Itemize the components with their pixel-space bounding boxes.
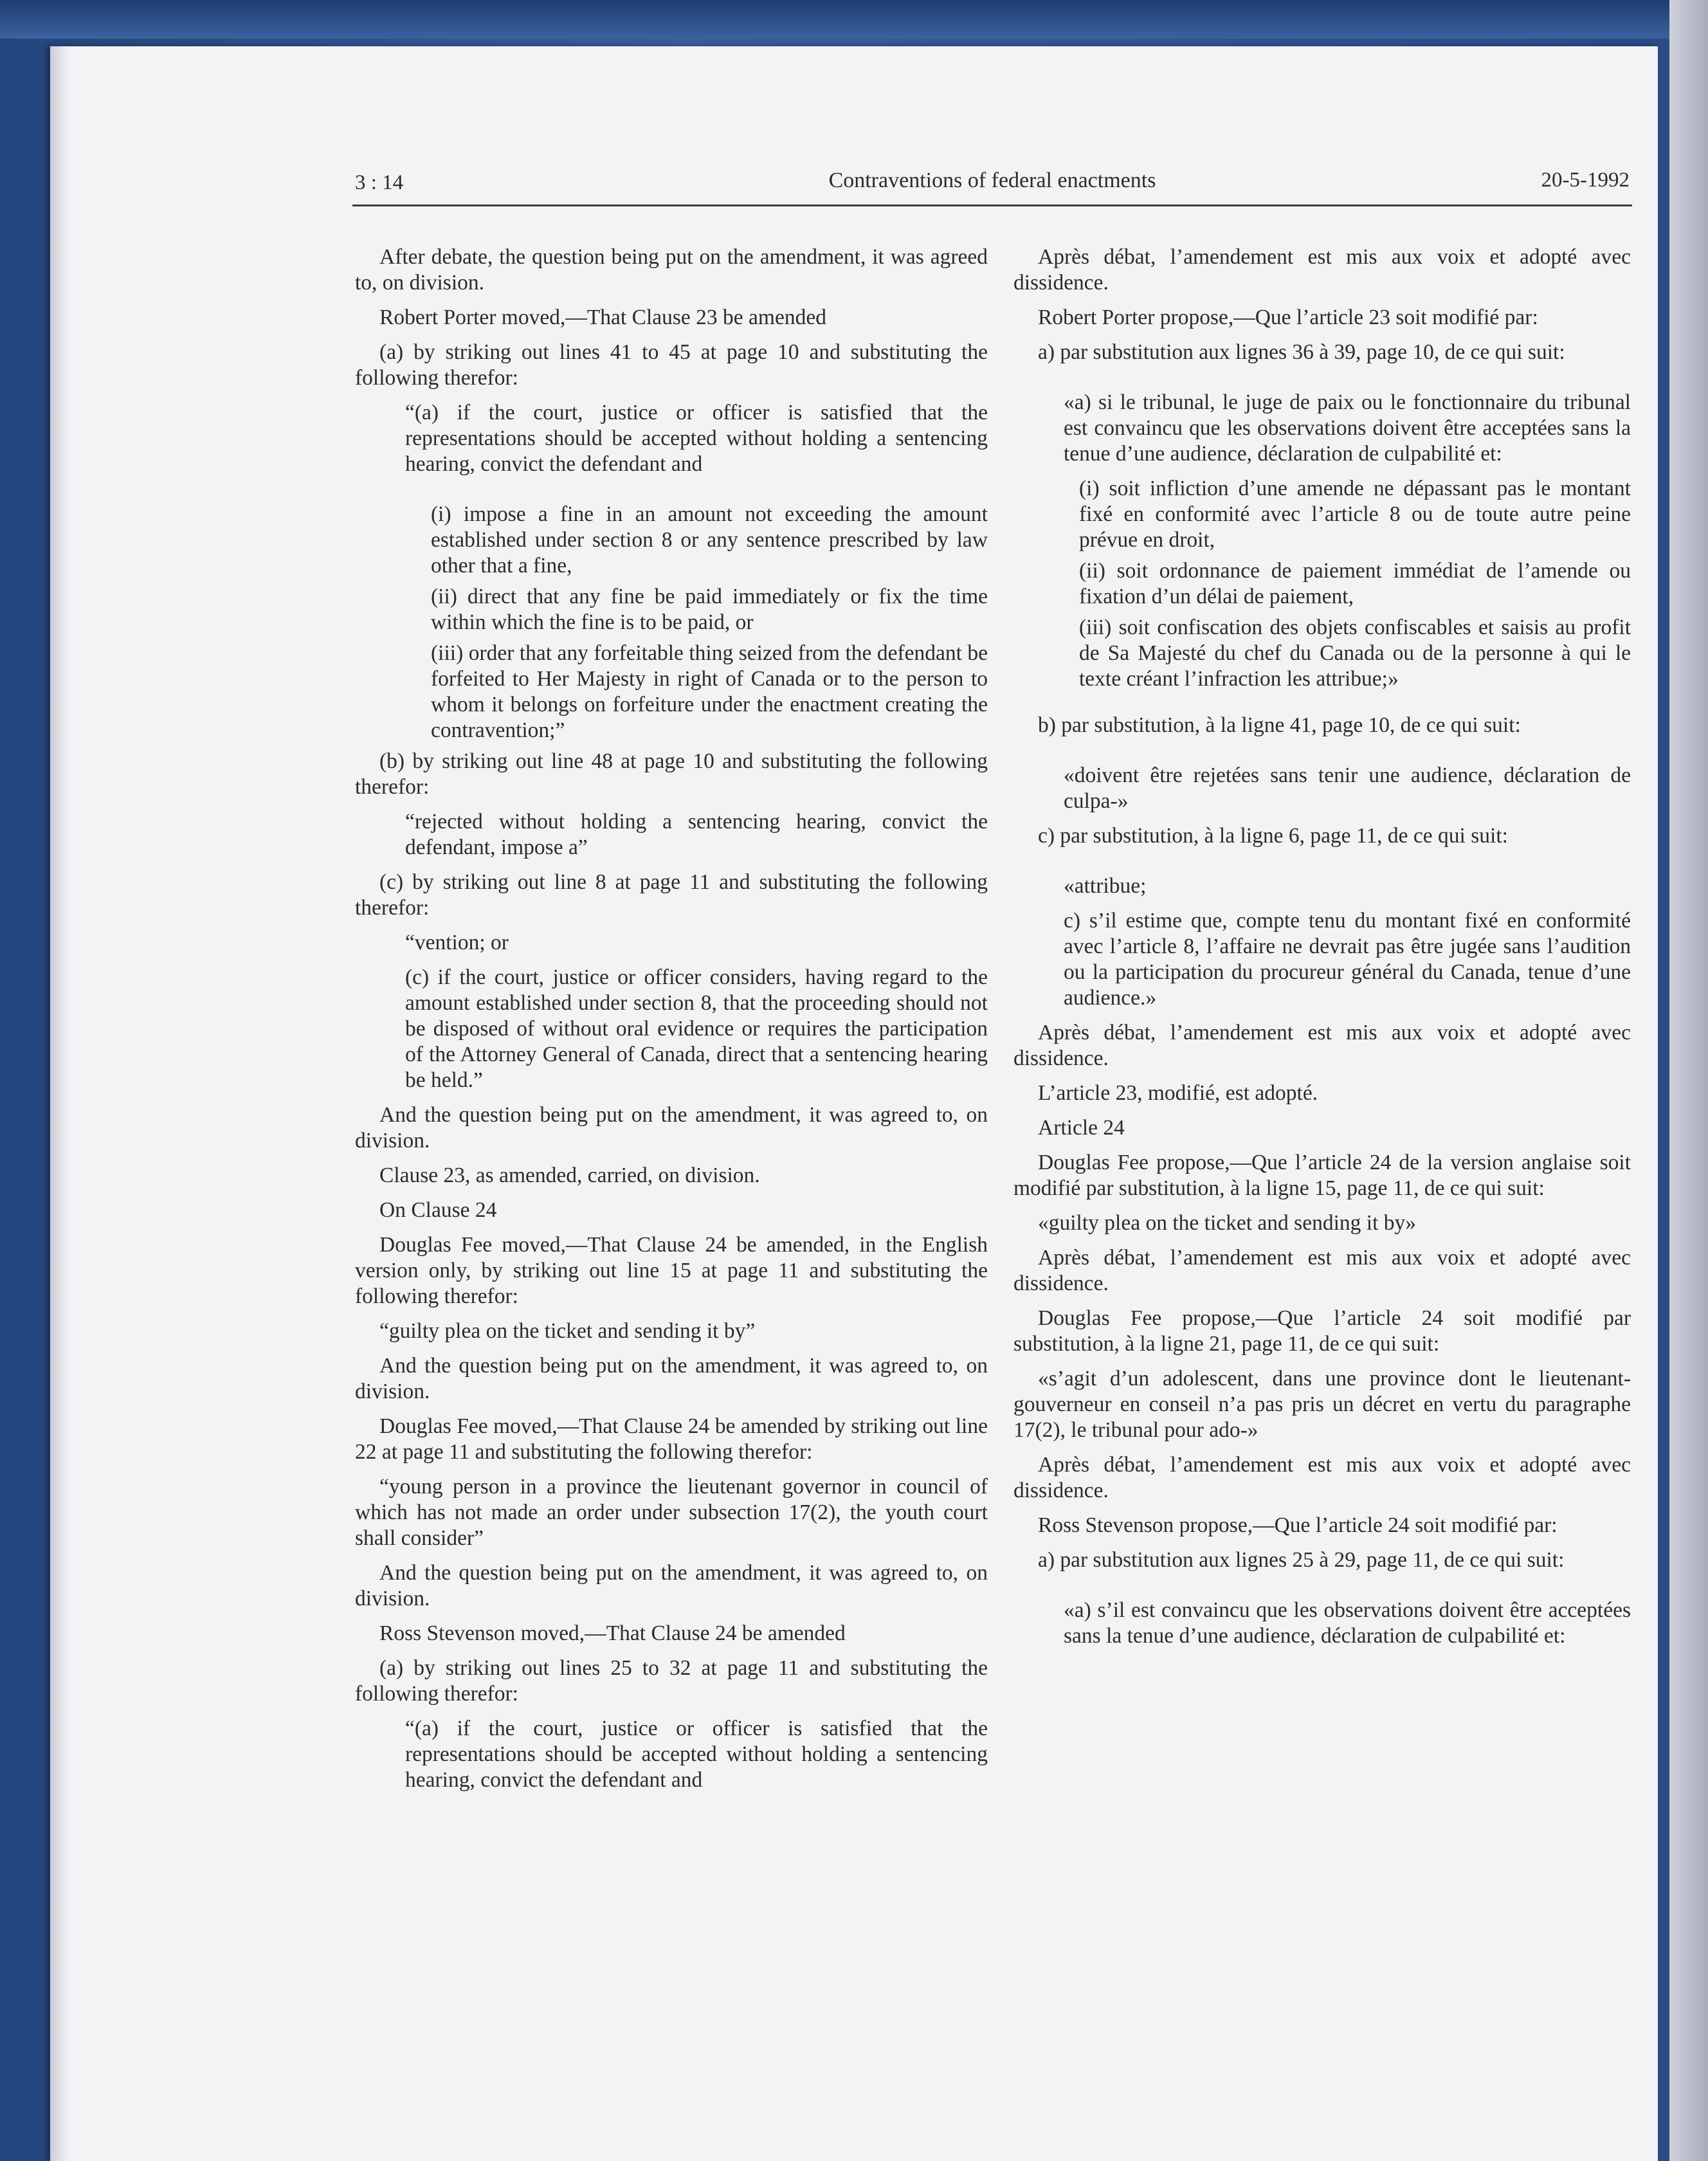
sub-item: (ii) soit ordonnance de paiement immédiat de l’amende ou fixation d’un délai de paiement,: [1079, 559, 1631, 608]
quoted-amendment: «doivent être rejetées sans tenir une audience, déclaration de culpa-»: [1064, 763, 1631, 813]
quoted-amendment: “vention; or: [405, 931, 509, 954]
page-stack-edge: [1669, 0, 1708, 2161]
paragraph: And the question being put on the amendment, it was agreed to, on division.: [355, 1354, 988, 1403]
paragraph: And the question being put on the amendment, it was agreed to, on division.: [355, 1103, 988, 1153]
paragraph: L’article 23, modifié, est adopté.: [1038, 1081, 1318, 1105]
sub-item: (ii) direct that any fine be paid immediately or fix the time within which the fine is to be paid, or: [431, 585, 988, 634]
running-title: Contraventions of federal enactments: [828, 169, 1156, 192]
paragraph: Article 24: [1038, 1116, 1125, 1140]
quoted-amendment: “rejected without holding a sentencing hearing, convict the defendant, impose a”: [405, 810, 988, 859]
paragraph: a) par substitution aux lignes 25 à 29, page 11, de ce qui suit:: [1038, 1548, 1565, 1572]
sub-item: (i) impose a fine in an amount not exceeding the amount established under section 8 or any sentence prescribed by law other that a fine,: [431, 502, 988, 578]
paragraph: Douglas Fee propose,—Que l’article 24 soit modifié par substitution, à la ligne 21, page 11, de ce qui suit:: [1013, 1306, 1631, 1356]
sub-item: (iii) soit confiscation des objets confiscables et saisis au profit de Sa Majesté du chef du Canada ou de la personne à qui le texte créant l’infraction les attribue;»: [1079, 615, 1631, 691]
paragraph: (b) by striking out line 48 at page 10 and substituting the following therefor:: [355, 749, 988, 799]
page-number: 3 : 14: [355, 171, 404, 194]
header-date: 20-5-1992: [1541, 169, 1630, 192]
paragraph: And the question being put on the amendment, it was agreed to, on division.: [355, 1561, 988, 1610]
paragraph: Après débat, l’amendement est mis aux voix et adopté avec dissidence.: [1013, 1453, 1631, 1502]
quoted-amendment: «guilty plea on the ticket and sending it by»: [1038, 1211, 1417, 1235]
paragraph: (a) by striking out lines 41 to 45 at page 10 and substituting the following therefor:: [355, 340, 988, 390]
paragraph: Clause 23, as amended, carried, on division.: [379, 1163, 760, 1187]
paragraph: Robert Porter moved,—That Clause 23 be amended: [379, 305, 826, 329]
paragraph: Après débat, l’amendement est mis aux voix et adopté avec dissidence.: [1013, 1246, 1631, 1295]
quoted-amendment: c) s’il estime que, compte tenu du montant fixé en conformité avec l’article 8, l’affaire ne devrait pas être jugée sans l’audition ou la participation du procureur général du Canada, tenue d’une audience.»: [1064, 909, 1631, 1010]
paragraph: Ross Stevenson moved,—That Clause 24 be amended: [379, 1621, 846, 1645]
quoted-amendment: “guilty plea on the ticket and sending it by”: [379, 1319, 756, 1343]
paragraph: Douglas Fee moved,—That Clause 24 be amended by striking out line 22 at page 11 and substituting the following therefor:: [355, 1414, 988, 1464]
english-column: [355, 244, 988, 1802]
paragraph: Après débat, l’amendement est mis aux voix et adopté avec dissidence.: [1013, 245, 1631, 295]
page-header: [352, 166, 1632, 206]
quoted-amendment: «attribue;: [1064, 874, 1147, 898]
paragraph: Après débat, l’amendement est mis aux voix et adopté avec dissidence.: [1013, 1021, 1631, 1070]
page-gutter-shadow: [50, 46, 69, 2161]
quoted-amendment: “(a) if the court, justice or officer is satisfied that the representations should be accepted without holding a sentencing hearing, convict the defendant and: [405, 401, 988, 476]
paragraph: Douglas Fee moved,—That Clause 24 be amended, in the English version only, by striking out line 15 at page 11 and substituting the following therefor:: [355, 1233, 988, 1308]
paragraph: After debate, the question being put on the amendment, it was agreed to, on division.: [355, 245, 988, 295]
paragraph: a) par substitution aux lignes 36 à 39, page 10, de ce qui suit:: [1038, 340, 1565, 364]
paragraph: b) par substitution, à la ligne 41, page 10, de ce qui suit:: [1038, 713, 1521, 737]
quoted-amendment: “young person in a province the lieutenant governor in council of which has not made an order under subsection 17(2), the youth court shall consider”: [355, 1475, 988, 1550]
paragraph: c) par substitution, à la ligne 6, page 11, de ce qui suit:: [1038, 824, 1508, 848]
paragraph: Robert Porter propose,—Que l’article 23 soit modifié par:: [1038, 305, 1538, 329]
quoted-amendment: (c) if the court, justice or officer considers, having regard to the amount established under section 8, that the proceeding should not be disposed of without oral evidence or requires the participation of the Attorney General of Canada, direct that a sentencing hearing be held.”: [405, 965, 988, 1092]
quoted-amendment: “(a) if the court, justice or officer is satisfied that the representations should be accepted without holding a sentencing hearing, convict the defendant and: [405, 1717, 988, 1792]
quoted-amendment: «a) si le tribunal, le juge de paix ou le fonctionnaire du tribunal est convaincu que les observations doivent être acceptées sans la tenue d’une audience, déclaration de culpabilité et:: [1064, 390, 1631, 466]
paragraph: On Clause 24: [379, 1198, 497, 1222]
binding-top-edge: [0, 0, 1708, 39]
sub-item: (i) soit infliction d’une amende ne dépassant pas le montant fixé en conformité avec l’article 8 ou de toute autre peine prévue en droit,: [1079, 477, 1631, 552]
paragraph: (a) by striking out lines 25 to 32 at page 11 and substituting the following therefor:: [355, 1656, 988, 1706]
paragraph: Ross Stevenson propose,—Que l’article 24 soit modifié par:: [1038, 1513, 1558, 1537]
sub-item: (iii) order that any forfeitable thing seized from the defendant be forfeited to Her Majesty in right of Canada or to the person to whom it belongs on forfeiture under the enactment creating the contravention;”: [431, 641, 988, 742]
quoted-amendment: «a) s’il est convaincu que les observations doivent être acceptées sans la tenue d’une audience, déclaration de culpabilité et:: [1064, 1598, 1631, 1648]
paragraph: (c) by striking out line 8 at page 11 and substituting the following therefor:: [355, 870, 988, 920]
paragraph: Douglas Fee propose,—Que l’article 24 de la version anglaise soit modifié par substitution, à la ligne 15, page 11, de ce qui suit:: [1013, 1151, 1631, 1200]
quoted-amendment: «s’agit d’un adolescent, dans une province dont le lieutenant-gouverneur en conseil n’a pas pris un décret en vertu du paragraphe 17(2), le tribunal pour ado-»: [1013, 1367, 1631, 1442]
french-column: [1013, 244, 1631, 1658]
